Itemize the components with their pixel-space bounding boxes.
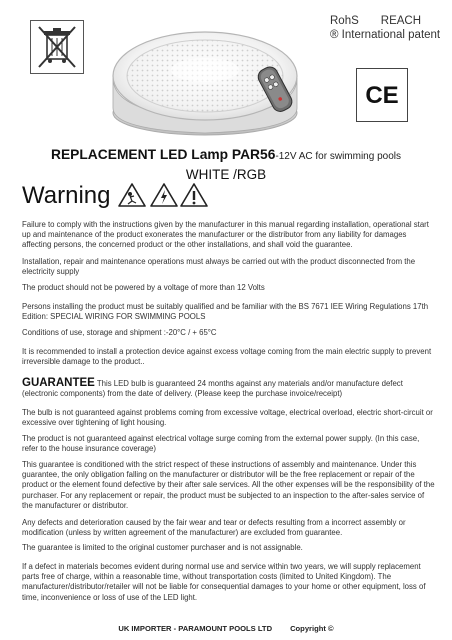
reach-label: REACH — [380, 15, 422, 27]
guarantee-paragraph-2: The product is not guaranteed against electrical voltage surge coming from the external power supply. (In this case, refer to the house insurance coverage) — [22, 434, 420, 454]
guarantee-paragraph-1: The bulb is not guaranteed against problems coming from excessive voltage, electrical overload, electric short-circuit or excessive over tightening of light housing. — [22, 408, 433, 428]
warning-paragraph-6: It is recommended to install a protection device against excess voltage coming from the main electric supply to prevent irreversible damage to the product.. — [22, 347, 432, 367]
product-title — [0, 146, 452, 182]
product-variant: WHITE /RGB — [185, 167, 267, 182]
warning-paragraph-2: Installation, repair and maintenance operations must always be carried out with the product disconnected from the electricity supply — [22, 257, 416, 277]
warning-icons — [118, 182, 210, 213]
copyright-label: Copyright © — [290, 624, 334, 633]
guarantee-paragraph-4: Any defects and deterioration caused by the fair wear and tear or defects resulting from a incorrect assembly or modification (unless by written agreement of the manufacturer) are excluded from guarantee. — [22, 518, 406, 538]
warning-heading: Warning — [22, 182, 111, 209]
warning-paragraph-5: Conditions of use, storage and shipment :-20°C / + 65°C — [22, 328, 217, 337]
guarantee-section — [22, 378, 436, 399]
product-name: REPLACEMENT LED Lamp PAR56 — [51, 147, 276, 162]
warning-paragraph-3: The product should not be powered by a voltage of more than 12 Volts — [22, 283, 265, 292]
warning-paragraph-1: Failure to comply with the instructions given by the manufacturer in this manual regarding installation, operational start up and maintenance of the product exonerates the manufacturer or the distributor from any liability for damages affecting persons, the concerned product or the other installations, and shall void the guarantee. — [22, 220, 429, 250]
patent-label: ® International patent — [330, 29, 441, 41]
guarantee-intro: This LED bulb is guaranteed 24 months against any materials and/or manufacture defect (electronic components) from the date of delivery. (Please keep the purchase invoice/receipt) — [22, 379, 403, 399]
remote-control-image — [254, 60, 298, 127]
caution-exclamation-icon — [181, 184, 207, 206]
ce-mark-text: CE — [365, 82, 399, 109]
importer-label: UK IMPORTER - PARAMOUNT POOLS LTD — [118, 624, 273, 633]
footer — [0, 624, 452, 633]
crossed-out-wheelie-bin-icon — [30, 20, 84, 74]
product-spec: -12V AC for swimming pools — [275, 151, 401, 162]
rohs-label: RohS — [330, 15, 359, 27]
compliance-block — [330, 14, 440, 42]
guarantee-heading: GUARANTEE — [22, 377, 95, 389]
guarantee-paragraph-5: The guarantee is limited to the original customer purchaser and is not assignable. — [22, 543, 303, 552]
ce-mark-icon — [356, 68, 408, 122]
guarantee-paragraph-6: If a defect in materials becomes evident during normal use and service within two years, we will supply replacement parts free of charge, within a reasonable time, without transportation costs (limited to United Kingdom). The manufacturer/distributor/retailer will not be liable for consequential damages to your home or other equipment, loss of time, inconvenience or loss of use of the LED light. — [22, 562, 426, 602]
high-voltage-icon — [151, 184, 177, 206]
guarantee-paragraph-3: This guarantee is conditioned with the strict respect of these instructions of assembly and maintenance. Under this guarantee, the only obligation falling on the manufacturer or distributor will be the free replacement or repair of the product or the element found defective by their after sale services. All the other expenses will be the responsibility of the purchaser. For any replacement or repair, the product must be subjected to an inspection to the after-sales service of the manufacturer or distributor. — [22, 460, 435, 510]
warning-paragraph-4: Persons installing the product must be suitably qualified and be familiar with the BS 7671 IEE Wiring Regulations 17th Edition: SPECIAL WIRING FOR SWIMMING POOLS — [22, 302, 429, 322]
electrocution-hazard-icon — [119, 184, 145, 206]
